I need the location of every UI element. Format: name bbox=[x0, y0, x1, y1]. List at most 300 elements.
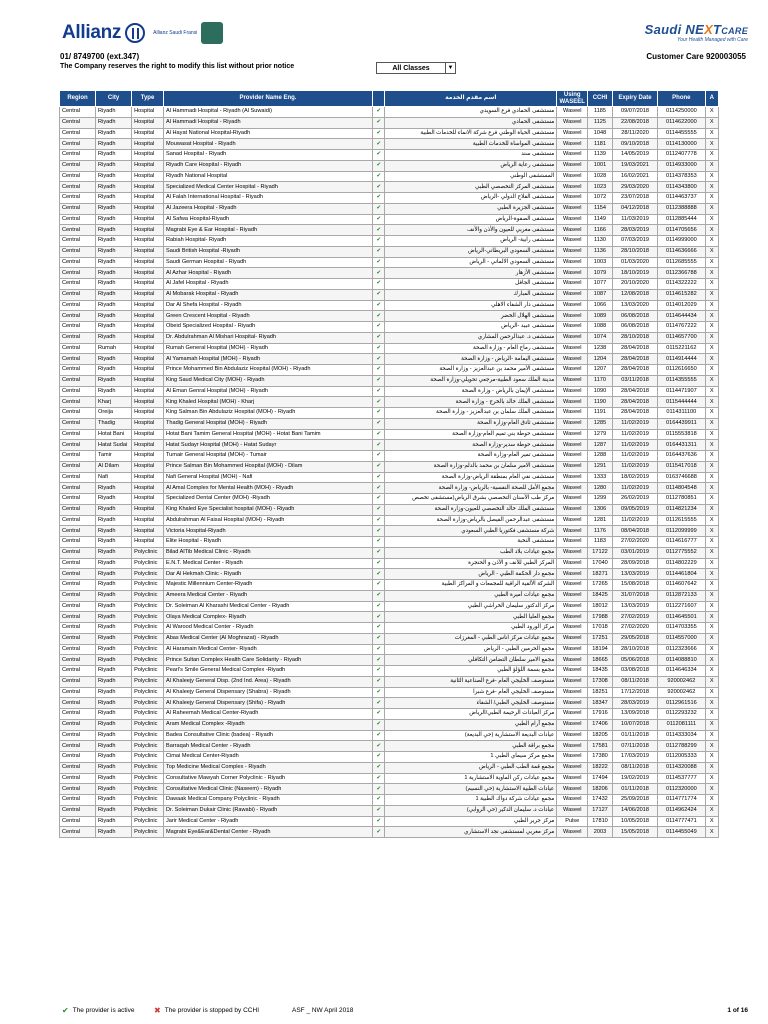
cell-provider-name-ar: مستشفى السعودي الالماني - الرياض bbox=[385, 257, 557, 268]
cell-expiry-date: 17/03/2019 bbox=[612, 752, 657, 763]
cell-provider-name-ar: مستوصف الخليجي العام -فرع الصناعية الثانية bbox=[385, 676, 557, 687]
table-row bbox=[60, 633, 719, 644]
cell-expiry-date: 09/05/2019 bbox=[612, 504, 657, 515]
cell-provider-name-ar: مستشفى الصفوة-الرياض bbox=[385, 214, 557, 225]
cell-phone: 0114461804 bbox=[658, 569, 705, 580]
cell-using-waseel: Waseel bbox=[557, 709, 588, 720]
table-row bbox=[60, 483, 719, 494]
cell-provider-name-ar: مستوصف الخليجي الطبي/ الشفاء bbox=[385, 698, 557, 709]
cell-provider-name-eng: E.N.T. Medical Center - Riyadh bbox=[163, 558, 372, 569]
table-row bbox=[60, 139, 719, 150]
cell-city: Riyadh bbox=[96, 601, 132, 612]
active-check-icon: ✔ bbox=[372, 526, 384, 537]
cell-provider-name-eng: Thadig General Hospital (MOH) - Riyadh bbox=[163, 418, 372, 429]
active-check-icon: ✔ bbox=[372, 816, 384, 827]
cell-using-waseel: Waseel bbox=[557, 827, 588, 838]
cell-expiry-date: 18/02/2019 bbox=[612, 472, 657, 483]
table-row bbox=[60, 752, 719, 763]
cell-city: Rumah bbox=[96, 343, 132, 354]
cell-expiry-date: 11/02/2019 bbox=[612, 440, 657, 451]
cell-using-waseel: Waseel bbox=[557, 730, 588, 741]
cell-cchi: 18435 bbox=[588, 666, 613, 677]
active-check-icon: ✔ bbox=[372, 483, 384, 494]
cell-region: Central bbox=[60, 311, 96, 322]
cell-city: Riyadh bbox=[96, 730, 132, 741]
cell-provider-name-ar: مجمع مركز سيماي الطبي 1 bbox=[385, 752, 557, 763]
cell-phone: 0112320000 bbox=[658, 784, 705, 795]
active-check-icon: ✔ bbox=[372, 117, 384, 128]
cell-provider-name-ar: مستشفى الحمادي bbox=[385, 117, 557, 128]
cell-region: Central bbox=[60, 655, 96, 666]
cell-cchi: 1285 bbox=[588, 418, 613, 429]
cell-provider-name-ar: مركز مغربي لمستشفى نجد الاستشاري bbox=[385, 827, 557, 838]
table-row bbox=[60, 150, 719, 161]
cell-a: X bbox=[705, 225, 718, 236]
cell-phone: 0114705656 bbox=[658, 225, 705, 236]
cell-provider-name-eng: Prince Sultan Complex Health Care Solidarity - Riyadh bbox=[163, 655, 372, 666]
cell-provider-name-eng: Dr. Soleiman Dukair Clinic (Rawabi) - Riyadh bbox=[163, 805, 372, 816]
active-check-icon: ✔ bbox=[372, 193, 384, 204]
cell-provider-name-ar: مجمع آرام الطبي bbox=[385, 719, 557, 730]
cell-region: Central bbox=[60, 246, 96, 257]
cell-using-waseel: Waseel bbox=[557, 203, 588, 214]
cell-expiry-date: 18/10/2019 bbox=[612, 268, 657, 279]
active-check-icon: ✔ bbox=[372, 676, 384, 687]
cell-phone: 0114821234 bbox=[658, 504, 705, 515]
cell-expiry-date: 14/05/2019 bbox=[612, 150, 657, 161]
cell-city: Riyadh bbox=[96, 193, 132, 204]
cell-region: Central bbox=[60, 150, 96, 161]
cell-a: X bbox=[705, 408, 718, 419]
cell-cchi: 1287 bbox=[588, 440, 613, 451]
page-header bbox=[0, 0, 768, 88]
cell-city: Riyadh bbox=[96, 257, 132, 268]
cell-provider-name-ar: عيادات الطبية الاستشارية (حي النسيم) bbox=[385, 784, 557, 795]
table-row bbox=[60, 397, 719, 408]
active-check-icon: ✔ bbox=[372, 752, 384, 763]
table-row bbox=[60, 580, 719, 591]
cell-type: Polyclinic bbox=[132, 590, 164, 601]
active-check-icon: ✔ bbox=[372, 236, 384, 247]
cell-provider-name-eng: Abas Medical Center (Al Moghrazat) - Riyadh bbox=[163, 633, 372, 644]
cell-a: X bbox=[705, 203, 718, 214]
cell-phone: 0112685555 bbox=[658, 257, 705, 268]
cell-type: Polyclinic bbox=[132, 827, 164, 838]
cell-type: Hospital bbox=[132, 268, 164, 279]
cell-using-waseel: Waseel bbox=[557, 386, 588, 397]
cell-type: Hospital bbox=[132, 461, 164, 472]
cell-provider-name-eng: Green Crescent Hospital - Riyadh bbox=[163, 311, 372, 322]
cell-cchi: 1149 bbox=[588, 214, 613, 225]
active-check-icon: ✔ bbox=[372, 666, 384, 677]
cell-expiry-date: 28/04/2018 bbox=[612, 343, 657, 354]
cell-region: Central bbox=[60, 537, 96, 548]
table-row bbox=[60, 461, 719, 472]
cell-provider-name-eng: Saudi German Hospital - Riyadh bbox=[163, 257, 372, 268]
cell-expiry-date: 03/01/2019 bbox=[612, 547, 657, 558]
cell-provider-name-ar: مستشفى عبدالرحمن الفيصل بالرياض-وزارة الصحة bbox=[385, 515, 557, 526]
cell-a: X bbox=[705, 386, 718, 397]
cell-city: Riyadh bbox=[96, 483, 132, 494]
cell-expiry-date: 17/12/2018 bbox=[612, 687, 657, 698]
cell-cchi: 17018 bbox=[588, 623, 613, 634]
cell-region: Central bbox=[60, 827, 96, 838]
cell-type: Polyclinic bbox=[132, 698, 164, 709]
cell-phone: 0112780851 bbox=[658, 494, 705, 505]
cell-using-waseel: Waseel bbox=[557, 644, 588, 655]
table-row bbox=[60, 408, 719, 419]
cell-expiry-date: 11/02/2019 bbox=[612, 515, 657, 526]
cell-using-waseel: Waseel bbox=[557, 354, 588, 365]
active-check-icon: ✔ bbox=[372, 451, 384, 462]
cell-cchi: 18665 bbox=[588, 655, 613, 666]
cell-expiry-date: 07/11/2018 bbox=[612, 741, 657, 752]
cell-expiry-date: 08/11/2018 bbox=[612, 762, 657, 773]
cell-cchi: 17581 bbox=[588, 741, 613, 752]
cell-expiry-date: 16/02/2021 bbox=[612, 171, 657, 182]
active-check-icon: ✔ bbox=[372, 547, 384, 558]
cell-provider-name-ar: مستشفى دار الشفاء الاهلي bbox=[385, 300, 557, 311]
cell-region: Central bbox=[60, 182, 96, 193]
active-check-icon: ✔ bbox=[372, 268, 384, 279]
table-row bbox=[60, 279, 719, 290]
active-check-icon: ✔ bbox=[372, 655, 384, 666]
table-row bbox=[60, 698, 719, 709]
cell-type: Hospital bbox=[132, 397, 164, 408]
cell-phone: 0164431311 bbox=[658, 440, 705, 451]
cell-using-waseel: Waseel bbox=[557, 322, 588, 333]
cell-using-waseel: Pulse bbox=[557, 816, 588, 827]
cell-cchi: 1139 bbox=[588, 150, 613, 161]
table-row bbox=[60, 268, 719, 279]
cell-a: X bbox=[705, 504, 718, 515]
cell-type: Hospital bbox=[132, 483, 164, 494]
cell-city: Riyadh bbox=[96, 526, 132, 537]
cell-region: Central bbox=[60, 633, 96, 644]
table-row bbox=[60, 773, 719, 784]
legend-stopped bbox=[154, 1006, 259, 1015]
cell-provider-name-ar: مستشفى الحمادي فرع السويدي bbox=[385, 107, 557, 118]
cell-phone: 0112005333 bbox=[658, 752, 705, 763]
cell-provider-name-eng: Consultative Medical Clinic (Naseem) - Riyadh bbox=[163, 784, 372, 795]
cell-cchi: 17251 bbox=[588, 633, 613, 644]
cell-phone: 0114537777 bbox=[658, 773, 705, 784]
cell-a: X bbox=[705, 279, 718, 290]
cell-cchi: 1088 bbox=[588, 322, 613, 333]
table-row bbox=[60, 117, 719, 128]
cell-city: Riyadh bbox=[96, 623, 132, 634]
cell-using-waseel: Waseel bbox=[557, 128, 588, 139]
cell-cchi: 17432 bbox=[588, 795, 613, 806]
cell-region: Central bbox=[60, 139, 96, 150]
cell-region: Central bbox=[60, 601, 96, 612]
table-row bbox=[60, 537, 719, 548]
cell-a: X bbox=[705, 365, 718, 376]
cell-region: Central bbox=[60, 472, 96, 483]
page-number: 1 of 16 bbox=[727, 1007, 748, 1014]
cell-cchi: 18205 bbox=[588, 730, 613, 741]
cell-provider-name-ar: مستشفى نفي العام بمنطقة الرياض-وزارة الصحة bbox=[385, 472, 557, 483]
cell-provider-name-ar: مجمع قمة الطب الطبي - الرياض bbox=[385, 762, 557, 773]
table-row bbox=[60, 354, 719, 365]
cell-provider-name-ar: مجمع عيادات ركن الماوية الاستشارية 1 bbox=[385, 773, 557, 784]
cell-cchi: 1154 bbox=[588, 203, 613, 214]
cell-type: Hospital bbox=[132, 515, 164, 526]
cell-using-waseel: Waseel bbox=[557, 784, 588, 795]
table-row bbox=[60, 655, 719, 666]
cell-type: Hospital bbox=[132, 214, 164, 225]
cell-provider-name-ar: مستشفى الهلال الخضر bbox=[385, 311, 557, 322]
cell-a: X bbox=[705, 451, 718, 462]
cell-type: Polyclinic bbox=[132, 655, 164, 666]
cell-expiry-date: 28/03/2019 bbox=[612, 225, 657, 236]
cell-a: X bbox=[705, 160, 718, 171]
active-check-icon: ✔ bbox=[372, 311, 384, 322]
cell-cchi: 1136 bbox=[588, 246, 613, 257]
cell-provider-name-ar: مركز جرير الطبي bbox=[385, 816, 557, 827]
cell-phone: 0112615555 bbox=[658, 515, 705, 526]
cell-type: Hospital bbox=[132, 107, 164, 118]
cell-provider-name-eng: Riyadh National Hospital bbox=[163, 171, 372, 182]
cell-region: Central bbox=[60, 526, 96, 537]
cell-cchi: 18194 bbox=[588, 644, 613, 655]
table-row bbox=[60, 676, 719, 687]
active-check-icon: ✔ bbox=[372, 698, 384, 709]
cell-cchi: 17265 bbox=[588, 580, 613, 591]
cell-provider-name-ar: مجمع عيادات شركة دواك الطبية 1 bbox=[385, 795, 557, 806]
cell-expiry-date: 28/10/2018 bbox=[612, 246, 657, 257]
cell-city: Riyadh bbox=[96, 375, 132, 386]
cell-region: Central bbox=[60, 816, 96, 827]
table-row bbox=[60, 644, 719, 655]
cell-city: Riyadh bbox=[96, 666, 132, 677]
cell-a: X bbox=[705, 375, 718, 386]
cell-cchi: 1066 bbox=[588, 300, 613, 311]
cell-phone: 0164437636 bbox=[658, 451, 705, 462]
cell-city: Riyadh bbox=[96, 827, 132, 838]
cell-phone: 0114343800 bbox=[658, 182, 705, 193]
table-row bbox=[60, 623, 719, 634]
cell-provider-name-eng: Elite Hospital - Riyadh bbox=[163, 537, 372, 548]
cell-phone: 0115553818 bbox=[658, 429, 705, 440]
cell-provider-name-ar: عيادات د. سليمان الدكير (حي الروابي) bbox=[385, 805, 557, 816]
cell-city: Riyadh bbox=[96, 784, 132, 795]
cell-using-waseel: Waseel bbox=[557, 483, 588, 494]
cell-city: Oreija bbox=[96, 408, 132, 419]
cell-region: Central bbox=[60, 762, 96, 773]
cell-type: Hospital bbox=[132, 354, 164, 365]
cell-phone: 0114012029 bbox=[658, 300, 705, 311]
cell-using-waseel: Waseel bbox=[557, 375, 588, 386]
cell-cchi: 1028 bbox=[588, 171, 613, 182]
cell-region: Central bbox=[60, 386, 96, 397]
cell-cchi: 1166 bbox=[588, 225, 613, 236]
cell-provider-name-eng: Al Eman Genral Hospital (MOH) - Riyadh bbox=[163, 386, 372, 397]
cell-phone: 0114378353 bbox=[658, 171, 705, 182]
table-row bbox=[60, 504, 719, 515]
cell-cchi: 1280 bbox=[588, 483, 613, 494]
cell-using-waseel: Waseel bbox=[557, 365, 588, 376]
cell-phone: 0114471907 bbox=[658, 386, 705, 397]
cell-city: Riyadh bbox=[96, 698, 132, 709]
cell-provider-name-eng: King Saud Medical City (MOH) - Riyadh bbox=[163, 375, 372, 386]
cell-city: Riyadh bbox=[96, 268, 132, 279]
cell-provider-name-ar: مجمع الأمل للصحة النفسية- بالرياض- وزارة الصحة bbox=[385, 483, 557, 494]
cell-provider-name-ar: مستشفى النخبة bbox=[385, 537, 557, 548]
cell-region: Central bbox=[60, 773, 96, 784]
cell-provider-name-eng: Al Yamamah Hospital (MOH) - Riyadh bbox=[163, 354, 372, 365]
allianz-logo bbox=[62, 22, 223, 44]
cell-provider-name-ar: مجمع عيادات بلاد الطب bbox=[385, 547, 557, 558]
cell-phone: 0114777471 bbox=[658, 816, 705, 827]
active-check-icon: ✔ bbox=[372, 429, 384, 440]
cell-using-waseel: Waseel bbox=[557, 537, 588, 548]
cell-city: Riyadh bbox=[96, 279, 132, 290]
cell-expiry-date: 23/07/2018 bbox=[612, 193, 657, 204]
cell-a: X bbox=[705, 289, 718, 300]
cell-region: Central bbox=[60, 203, 96, 214]
cell-city: Riyadh bbox=[96, 300, 132, 311]
table-row bbox=[60, 128, 719, 139]
cell-provider-name-eng: Ameera Medical Center - Riyadh bbox=[163, 590, 372, 601]
saudi-fransi-emblem-icon bbox=[201, 22, 223, 44]
cell-using-waseel: Waseel bbox=[557, 698, 588, 709]
cell-city: Riyadh bbox=[96, 246, 132, 257]
cell-provider-name-ar: مستشفى الامير سلمان بن محمد بالدلم-وزارة الصحة bbox=[385, 461, 557, 472]
cell-provider-name-eng: Majestic Millennium Center-Riyadh bbox=[163, 580, 372, 591]
classes-filter-select[interactable] bbox=[376, 62, 456, 74]
active-check-icon: ✔ bbox=[372, 805, 384, 816]
cell-cchi: 17916 bbox=[588, 709, 613, 720]
cell-using-waseel: Waseel bbox=[557, 117, 588, 128]
cell-region: Central bbox=[60, 784, 96, 795]
cell-expiry-date: 01/03/2020 bbox=[612, 257, 657, 268]
cell-expiry-date: 11/02/2019 bbox=[612, 429, 657, 440]
table-body bbox=[60, 107, 719, 838]
active-check-icon: ✔ bbox=[372, 300, 384, 311]
cell-cchi: 1090 bbox=[588, 386, 613, 397]
cell-type: Polyclinic bbox=[132, 676, 164, 687]
customer-care-number: Customer Care 920003055 bbox=[646, 52, 746, 61]
cell-a: X bbox=[705, 644, 718, 655]
cell-type: Hospital bbox=[132, 375, 164, 386]
cell-a: X bbox=[705, 236, 718, 247]
cell-region: Central bbox=[60, 805, 96, 816]
cell-region: Central bbox=[60, 354, 96, 365]
cell-region: Central bbox=[60, 418, 96, 429]
cell-provider-name-eng: Al Khaleejy General Disp. (2nd Ind. Area) - Riyadh bbox=[163, 676, 372, 687]
cell-using-waseel: Waseel bbox=[557, 289, 588, 300]
col-header-a: A bbox=[705, 91, 718, 107]
cell-provider-name-eng: Al Safwa Hospital-Riyadh bbox=[163, 214, 372, 225]
cell-a: X bbox=[705, 655, 718, 666]
cell-city: Riyadh bbox=[96, 128, 132, 139]
cell-cchi: 1087 bbox=[588, 289, 613, 300]
cell-provider-name-eng: Pearl's Smile General Medical Complex -Riyadh bbox=[163, 666, 372, 677]
cell-expiry-date: 06/08/2018 bbox=[612, 322, 657, 333]
cell-expiry-date: 08/04/2018 bbox=[612, 526, 657, 537]
cell-using-waseel: Waseel bbox=[557, 246, 588, 257]
table-row bbox=[60, 472, 719, 483]
cell-provider-name-eng: Al Azhar Hospital - Riyadh bbox=[163, 268, 372, 279]
table-row bbox=[60, 709, 719, 720]
cell-region: Central bbox=[60, 408, 96, 419]
chevron-down-icon[interactable]: ▼ bbox=[445, 63, 455, 73]
cell-type: Polyclinic bbox=[132, 633, 164, 644]
cell-cchi: 17494 bbox=[588, 773, 613, 784]
cell-using-waseel: Waseel bbox=[557, 139, 588, 150]
cell-region: Central bbox=[60, 698, 96, 709]
cell-provider-name-ar: مستشفى المركز التخصصي الطبي bbox=[385, 182, 557, 193]
active-check-icon: ✔ bbox=[372, 128, 384, 139]
cell-region: Central bbox=[60, 397, 96, 408]
cell-provider-name-ar: مستشفى رابية- الرياض bbox=[385, 236, 557, 247]
cell-provider-name-ar: مجمع دار الحكمة الطبي - الرياض bbox=[385, 569, 557, 580]
allianz-wordmark: Allianz bbox=[62, 22, 122, 43]
cell-a: X bbox=[705, 676, 718, 687]
cell-provider-name-ar: مستشفى الحياة الوطني فرع شركة الانماء للخدمات الطبية bbox=[385, 128, 557, 139]
cell-region: Central bbox=[60, 795, 96, 806]
col-header-provider-eng: Provider Name Eng. bbox=[163, 91, 372, 107]
cell-region: Central bbox=[60, 612, 96, 623]
cell-using-waseel: Waseel bbox=[557, 655, 588, 666]
cell-city: Riyadh bbox=[96, 805, 132, 816]
table-row bbox=[60, 214, 719, 225]
cell-city: Riyadh bbox=[96, 107, 132, 118]
active-check-icon: ✔ bbox=[372, 107, 384, 118]
cell-cchi: 18222 bbox=[588, 762, 613, 773]
cell-phone: 0114771774 bbox=[658, 795, 705, 806]
cell-phone: 0114355555 bbox=[658, 375, 705, 386]
cell-provider-name-eng: Sanad Hospital - Riyadh bbox=[163, 150, 372, 161]
cell-a: X bbox=[705, 214, 718, 225]
cell-type: Polyclinic bbox=[132, 666, 164, 677]
cell-provider-name-eng: Specialized Dental Center (MOH) -Riyadh bbox=[163, 494, 372, 505]
cell-type: Hospital bbox=[132, 472, 164, 483]
cell-expiry-date: 28/10/2018 bbox=[612, 644, 657, 655]
cell-a: X bbox=[705, 805, 718, 816]
cell-using-waseel: Waseel bbox=[557, 225, 588, 236]
active-check-icon: ✔ bbox=[372, 375, 384, 386]
cell-phone: 0112788299 bbox=[658, 741, 705, 752]
cell-provider-name-ar: مستشفى الإيمان بالرياض - وزارة الصحة bbox=[385, 386, 557, 397]
cell-phone: 920002462 bbox=[658, 687, 705, 698]
cell-city: Riyadh bbox=[96, 590, 132, 601]
cell-using-waseel: Waseel bbox=[557, 547, 588, 558]
col-header-type: Type bbox=[132, 91, 164, 107]
cell-a: X bbox=[705, 193, 718, 204]
cell-phone: 0114616777 bbox=[658, 537, 705, 548]
cell-expiry-date: 13/03/2020 bbox=[612, 300, 657, 311]
table-row bbox=[60, 429, 719, 440]
cell-city: Tamir bbox=[96, 451, 132, 462]
cell-expiry-date: 28/10/2018 bbox=[612, 332, 657, 343]
cell-provider-name-ar: مستشفى الملك خالد التخصصي للعيون-وزارة الصحة bbox=[385, 504, 557, 515]
cell-phone: 0114455049 bbox=[658, 827, 705, 838]
cell-a: X bbox=[705, 816, 718, 827]
cell-cchi: 17810 bbox=[588, 816, 613, 827]
cell-type: Hospital bbox=[132, 343, 164, 354]
cell-expiry-date: 10/07/2018 bbox=[612, 719, 657, 730]
cell-region: Central bbox=[60, 160, 96, 171]
cell-cchi: 1001 bbox=[588, 160, 613, 171]
active-check-icon: ✔ bbox=[372, 289, 384, 300]
active-check-icon: ✔ bbox=[372, 214, 384, 225]
active-check-icon: ✔ bbox=[372, 709, 384, 720]
table-row bbox=[60, 547, 719, 558]
cell-provider-name-ar: مستشفى تمير العام-وزارة الصحة bbox=[385, 451, 557, 462]
cell-provider-name-ar: مستشفى مغربي للعيون والأذن والأنف bbox=[385, 225, 557, 236]
